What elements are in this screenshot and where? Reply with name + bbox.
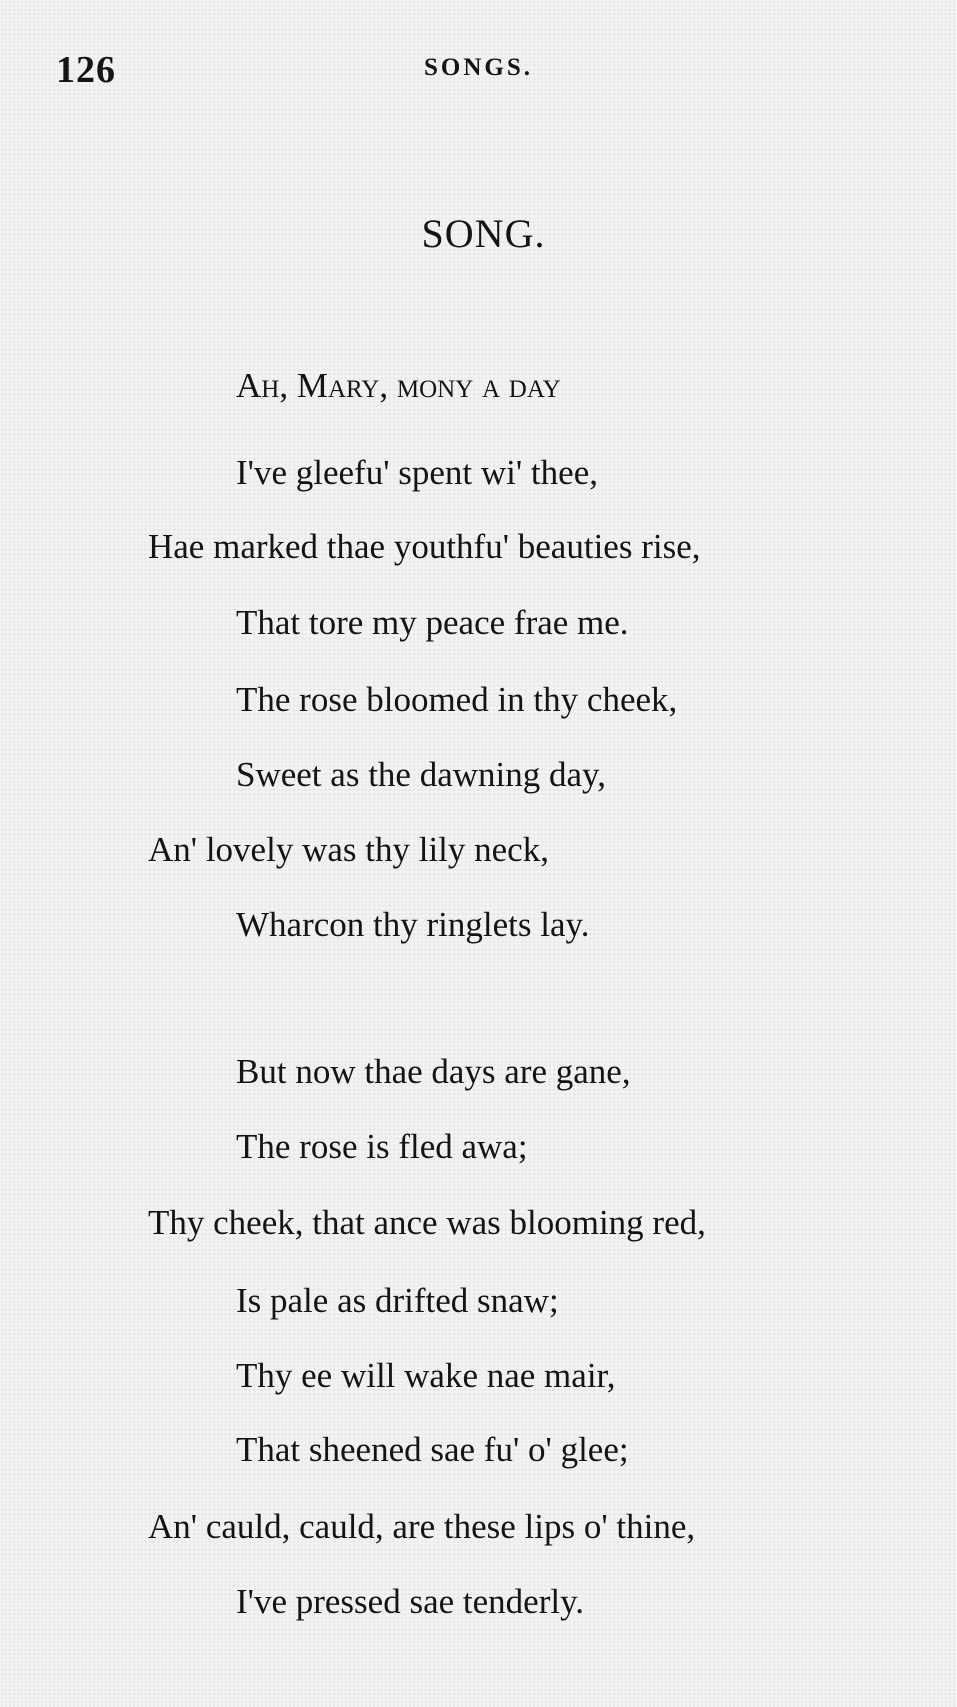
verse-line: Is pale as drifted snaw; [236,1281,559,1320]
verse-line: The rose is fled awa; [236,1127,528,1166]
page-number: 126 [56,49,116,91]
verse-line: The rose bloomed in thy cheek, [236,680,678,719]
running-head: SONGS. [423,54,533,81]
verse-line: That tore my peace frae me. [236,603,629,642]
verse-line: But now thae days are gane, [236,1052,631,1091]
verse-line: I've pressed sae tenderly. [236,1582,585,1621]
verse-line: Thy ee will wake nae mair, [236,1356,616,1395]
verse-line: An' cauld, cauld, are these lips o' thine, [148,1507,696,1546]
verse-line: That sheened sae fu' o' glee; [236,1430,629,1469]
verse-line: Sweet as the dawning day, [236,755,606,794]
verse-line: An' lovely was thy lily neck, [148,830,549,869]
verse-line: Thy cheek, that ance was blooming red, [148,1203,706,1242]
verse-line: Hae marked thae youthfu' beauties rise, [148,527,701,566]
song-title: SONG. [421,211,546,256]
verse-line: I've gleefu' spent wi' thee, [236,453,598,492]
verse-line: Ah, Mary, mony a day [236,366,561,405]
verse-line: Wharcon thy ringlets lay. [236,905,590,944]
